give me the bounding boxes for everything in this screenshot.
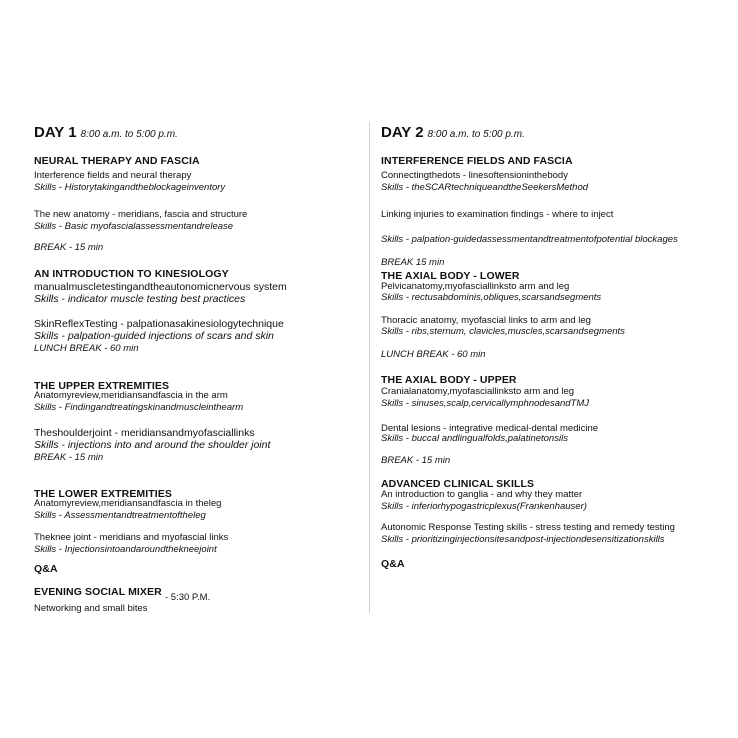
advanced-skills-title: ADVANCED CLINICAL SKILLS bbox=[381, 478, 535, 490]
advanced-topic-1: An introduction to ganglia - and why they matter bbox=[381, 489, 583, 500]
lower-topic-1-skills: Skills - Assessmentandtreatmentoftheleg bbox=[34, 510, 206, 521]
day1-title: DAY 1 bbox=[34, 124, 77, 141]
day2-time: 8:00 a.m. to 5:00 p.m. bbox=[427, 129, 525, 140]
axial-upper-topic-1: Cranialanatomy,myofasciallinksto arm and leg bbox=[381, 386, 575, 397]
day1-lunch-break: LUNCH BREAK - 60 min bbox=[34, 343, 139, 354]
neural-topic-1-skills: Skills - Historytakingandtheblockageinventory bbox=[34, 182, 226, 193]
interference-topic-2: Linking injuries to examination findings - where to inject bbox=[381, 209, 614, 220]
axial-lower-title: THE AXIAL BODY - LOWER bbox=[381, 270, 520, 282]
axial-lower-topic-1-skills: Skills - rectusabdominis,obliques,scarsandsegments bbox=[381, 292, 602, 303]
axial-upper-topic-1-skills: Skills - sinuses,scalp,cervicallymphnodesandTMJ bbox=[381, 398, 590, 409]
day1-time: 8:00 a.m. to 5:00 p.m. bbox=[80, 129, 178, 140]
neural-topic-2: The new anatomy - meridians, fascia and structure bbox=[34, 209, 248, 220]
lower-topic-2-skills: Skills - Injectionsintoandaroundthekneejoint bbox=[34, 544, 217, 555]
lower-extremities-title: THE LOWER EXTREMITIES bbox=[34, 488, 173, 500]
kinesiology-section-title: AN INTRODUCTION TO KINESIOLOGY bbox=[34, 268, 229, 280]
axial-lower-topic-2: Thoracic anatomy, myofascial links to arm and leg bbox=[381, 315, 591, 326]
interference-topic-2-skills: Skills - palpation-guidedassessmentandtreatmentofpotential blockages bbox=[381, 234, 678, 245]
advanced-topic-1-skills: Skills - inferiorhypogastricplexus(Frankenhauser) bbox=[381, 501, 587, 512]
upper-topic-2: Theshoulderjoint - meridiansandmyofasciallinks bbox=[34, 427, 255, 439]
upper-topic-1-skills: Skills - Findingandtreatingskinandmuscleinthearm bbox=[34, 402, 244, 413]
upper-topic-1: Anatomyreview,meridiansandfascia in the arm bbox=[34, 390, 228, 401]
day1-break-1: BREAK - 15 min bbox=[34, 242, 104, 253]
axial-lower-topic-1: Pelvicanatomy,myofasciallinksto arm and leg bbox=[381, 281, 570, 292]
axial-lower-topic-2-skills: Skills - ribs,sternum, clavicles,muscles,scarsandsegments bbox=[381, 326, 625, 337]
interference-topic-1: Connectingthedots - linesoftensioninthebody bbox=[381, 170, 568, 181]
neural-section-title: NEURAL THERAPY AND FASCIA bbox=[34, 155, 200, 167]
day1-qa: Q&A bbox=[34, 563, 58, 575]
kinesiology-topic-2: SkinReflexTesting - palpationasakinesiologytechnique bbox=[34, 318, 284, 330]
upper-topic-2-skills: Skills - injections into and around the shoulder joint bbox=[34, 439, 271, 451]
axial-upper-topic-2-skills: Skills - buccal andlingualfolds,palatinetonsils bbox=[381, 433, 568, 444]
advanced-topic-2-skills: Skills - prioritizinginjectionsitesandpost-injectiondesensitizationskills bbox=[381, 534, 665, 545]
neural-topic-2-skills: Skills - Basic myofascialassessmentandrelease bbox=[34, 221, 234, 232]
day2-break-1: BREAK 15 min bbox=[381, 257, 445, 268]
day2-title: DAY 2 bbox=[381, 124, 424, 141]
kinesiology-topic-1: manualmuscletestingandtheautonomicnervous system bbox=[34, 281, 287, 293]
evening-mixer-description: Networking and small bites bbox=[34, 603, 148, 614]
evening-mixer-title: EVENING SOCIAL MIXER bbox=[34, 586, 162, 598]
neural-topic-1: Interference fields and neural therapy bbox=[34, 170, 192, 181]
lower-topic-1: Anatomyreview,meridiansandfascia in theleg bbox=[34, 498, 222, 509]
axial-upper-title: THE AXIAL BODY - UPPER bbox=[381, 374, 517, 386]
lower-topic-2: Theknee joint - meridians and myofascial links bbox=[34, 532, 229, 543]
upper-extremities-title: THE UPPER EXTREMITIES bbox=[34, 380, 170, 392]
axial-upper-topic-2: Dental lesions - integrative medical-dental medicine bbox=[381, 423, 599, 434]
day1-break-2: BREAK - 15 min bbox=[34, 452, 104, 463]
advanced-topic-2: Autonomic Response Testing skills - stress testing and remedy testing bbox=[381, 522, 675, 533]
day2-lunch-break: LUNCH BREAK - 60 min bbox=[381, 349, 486, 360]
kinesiology-topic-2-skills: Skills - palpation-guided injections of scars and skin bbox=[34, 330, 274, 342]
kinesiology-topic-1-skills: Skills - indicator muscle testing best practices bbox=[34, 293, 246, 305]
interference-section-title: INTERFERENCE FIELDS AND FASCIA bbox=[381, 155, 573, 167]
day2-break-2: BREAK - 15 min bbox=[381, 455, 451, 466]
day2-heading bbox=[381, 124, 525, 141]
interference-topic-1-skills: Skills - theSCARtechniqueandtheSeekersMethod bbox=[381, 182, 589, 193]
day2-qa: Q&A bbox=[381, 558, 405, 570]
evening-mixer-time: - 5:30 P.M. bbox=[165, 592, 211, 603]
